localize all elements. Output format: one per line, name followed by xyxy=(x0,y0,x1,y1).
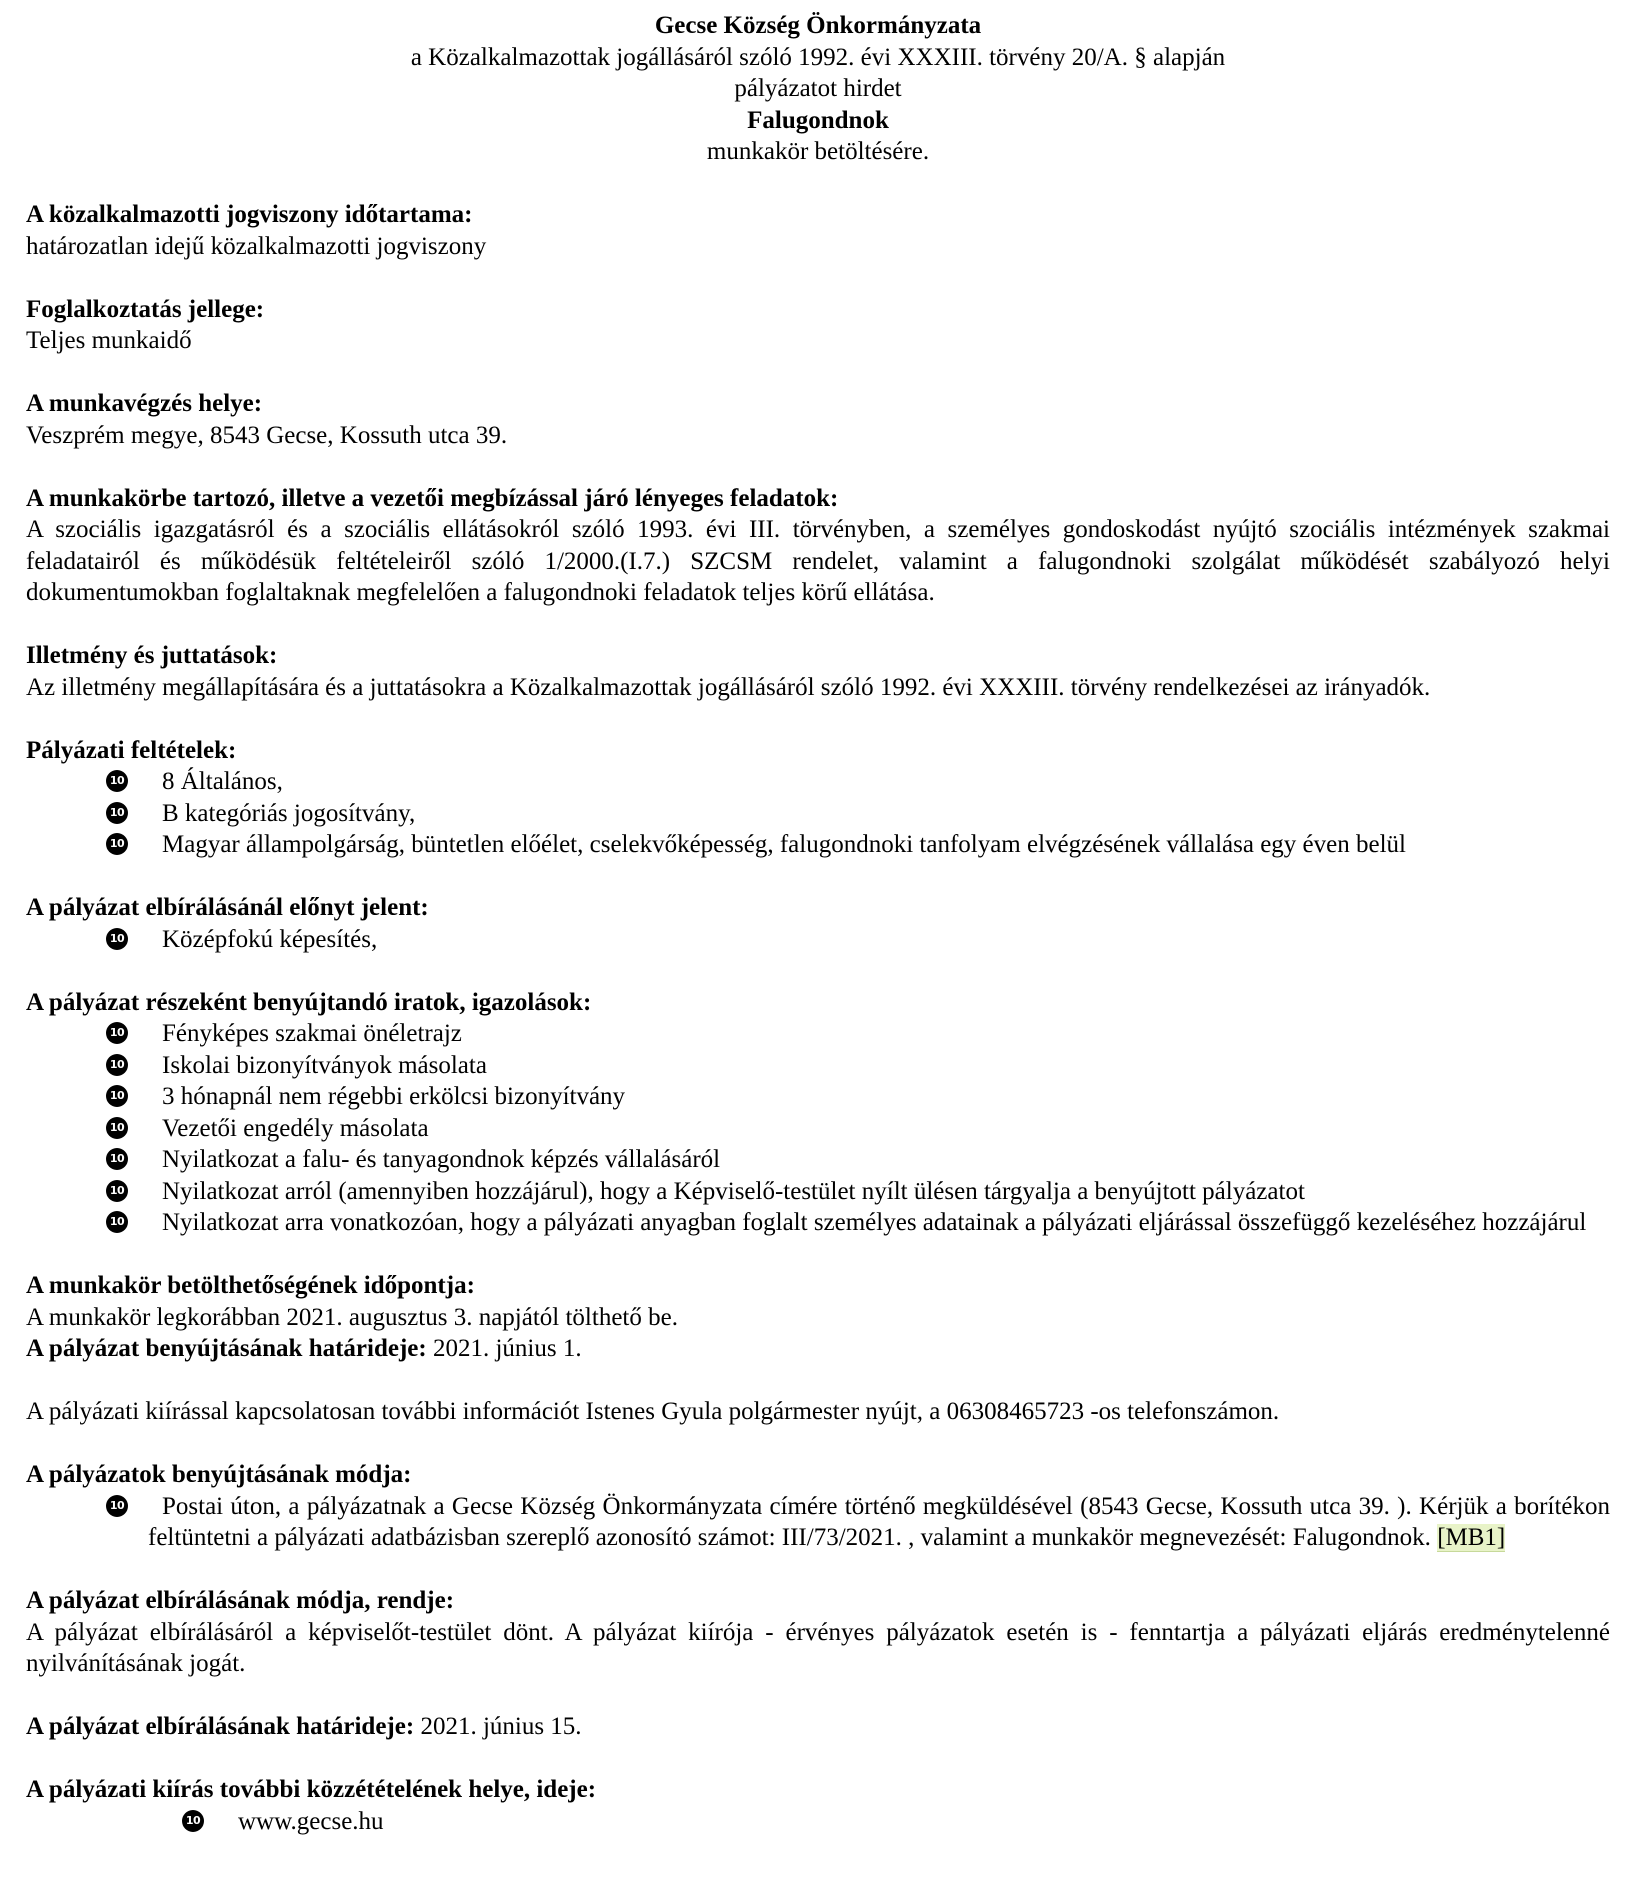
publication-list xyxy=(26,1806,1610,1838)
section-title: A pályázati kiírás további közzétételének helye, ideje: xyxy=(26,1776,597,1803)
section-title: Foglalkoztatás jellege: xyxy=(26,295,265,323)
section-salary xyxy=(26,640,1610,703)
list-item: 10 Középfokú képesítés, xyxy=(26,924,1610,956)
section-text: A szociális igazgatásról és a szociális ellátásokról szóló 1993. évi III. törvényben, a személyes gondoskodást nyújtó szociális intézmények szakmai feladatairól és működésük feltételeiről szóló 1/2000.(I.7.) SZCSM rendelet, valamint a falugondnoki szolgálat működését szabályozó helyi dokumentumokban foglaltaknak megfelelően a falugondnoki feladatok teljes körű ellátása. xyxy=(26,516,1610,606)
section-location xyxy=(26,388,1610,451)
numbered-bullet-icon: 10 xyxy=(106,928,128,950)
section-title: Illetmény és juttatások: xyxy=(26,642,278,669)
numbered-bullet-icon: 10 xyxy=(106,1117,128,1139)
list-item: 10 Nyilatkozat a falu- és tanyagondnok képzés vállalásáról xyxy=(26,1144,1610,1176)
section-text: határozatlan idejű közalkalmazotti jogviszony xyxy=(26,232,487,260)
section-start xyxy=(26,1270,1610,1365)
comment-marker[interactable]: [MB1] xyxy=(1437,1524,1506,1551)
section-title: Pályázati feltételek: xyxy=(26,736,237,764)
section-publication xyxy=(26,1774,1610,1837)
section-text: A pályázati kiírással kapcsolatosan további információt Istenes Gyula polgármester nyújt, a 06308465723 -os telefonszámon. xyxy=(26,1398,1280,1425)
documents-list xyxy=(26,1018,1610,1239)
numbered-bullet-icon: 10 xyxy=(106,1495,128,1517)
section-conditions xyxy=(26,735,1610,861)
announcement: pályázatot hirdet xyxy=(734,75,902,102)
section-advantage xyxy=(26,892,1610,955)
list-item: 10 8 Általános, xyxy=(26,766,1610,798)
section-title: A munkavégzés helye: xyxy=(26,390,263,417)
numbered-bullet-icon: 10 xyxy=(106,802,128,824)
list-item: 10 Nyilatkozat arról (amennyiben hozzájárul), hogy a Képviselő-testület nyílt ülésen tárgyalja a benyújtott pályázatot xyxy=(26,1176,1610,1208)
position-title: Falugondnok xyxy=(747,106,889,134)
section-title: A munkakör betölthetőségének időpontja: xyxy=(26,1272,475,1299)
numbered-bullet-icon: 10 xyxy=(106,1054,128,1076)
numbered-bullet-icon: 10 xyxy=(106,1085,128,1107)
list-item: 10 www.gecse.hu xyxy=(26,1806,1610,1838)
section-text: Teljes munkaidő xyxy=(26,327,192,354)
list-item: 10 B kategóriás jogosítvány, xyxy=(26,798,1610,830)
conditions-list xyxy=(26,766,1610,861)
numbered-bullet-icon: 10 xyxy=(182,1810,204,1832)
list-item: 10 Magyar állampolgárság, büntetlen előélet, cselekvőképesség, falugondnoki tanfolyam elvégzésének vállalása egy éven belül xyxy=(26,829,1610,861)
section-text: A pályázat elbírálásáról a képviselőt-testület dönt. A pályázat kiírója - érvényes pályázatok esetén is - fenntartja a pályázati eljárás eredménytelenné nyilvánításának jogát. xyxy=(26,1618,1610,1677)
section-evaluation xyxy=(26,1585,1610,1680)
section-text: Az illetmény megállapítására és a juttatásokra a Közalkalmazottak jogállásáról szóló 1992. évi XXXIII. törvény rendelkezései az irányadók. xyxy=(26,673,1431,701)
section-title: A pályázat elbírálásánál előnyt jelent: xyxy=(26,894,429,921)
section-submission xyxy=(26,1459,1610,1554)
section-title: A közalkalmazotti jogviszony időtartama: xyxy=(26,201,473,228)
section-text: Veszprém megye, 8543 Gecse, Kossuth utca 39. xyxy=(26,421,508,449)
law-reference: a Közalkalmazottak jogállásáról szóló 1992. évi XXXIII. törvény 20/A. § alapján xyxy=(410,43,1226,71)
section-title: A pályázatok benyújtásának módja: xyxy=(26,1461,412,1488)
purpose-line: munkakör betöltésére. xyxy=(706,138,930,165)
section-documents xyxy=(26,987,1610,1239)
numbered-bullet-icon: 10 xyxy=(106,1180,128,1202)
list-item: 10 Postai úton, a pályázatnak a Gecse Község Önkormányzata címére történő megküldésével (8543 Gecse, Kossuth utca 39. ). Kérjük a borítékon feltüntetni a pályázati adatbázisban szereplő azonosító számot: III/73/2021. , valamint a munkakör megnevezését: Falugondnok. [MB1] xyxy=(26,1491,1610,1554)
numbered-bullet-icon: 10 xyxy=(106,1022,128,1044)
org-name: Gecse Község Önkormányzata xyxy=(654,12,982,39)
numbered-bullet-icon: 10 xyxy=(106,770,128,792)
evaluation-deadline: A pályázat elbírálásának határideje: 2021. június 15. xyxy=(26,1713,582,1740)
list-item: 10 Iskolai bizonyítványok másolata xyxy=(26,1050,1610,1082)
numbered-bullet-icon: 10 xyxy=(106,833,128,855)
numbered-bullet-icon: 10 xyxy=(106,1148,128,1170)
advantage-list xyxy=(26,924,1610,956)
list-item: 10 Nyilatkozat arra vonatkozóan, hogy a pályázati anyagban foglalt személyes adatainak a pályázati eljárással összefüggő kezeléséhez hozzájárul xyxy=(26,1207,1610,1239)
list-item: 10 3 hónapnál nem régebbi erkölcsi bizonyítvány xyxy=(26,1081,1610,1113)
section-title: A pályázat elbírálásának módja, rendje: xyxy=(26,1587,455,1614)
list-item: 10 Vezetői engedély másolata xyxy=(26,1113,1610,1145)
section-duties xyxy=(26,483,1610,609)
section-employment xyxy=(26,294,1610,357)
submission-list xyxy=(26,1491,1610,1554)
submission-deadline: A pályázat benyújtásának határideje: 2021. június 1. xyxy=(26,1335,582,1362)
section-eval-deadline xyxy=(26,1711,1610,1743)
document-header xyxy=(26,10,1610,168)
section-text: A munkakör legkorábban 2021. augusztus 3. napjától tölthető be. xyxy=(26,1303,678,1331)
section-info xyxy=(26,1396,1610,1428)
section-duration xyxy=(26,199,1610,262)
document-page xyxy=(26,10,1610,1837)
numbered-bullet-icon: 10 xyxy=(106,1211,128,1233)
section-title: A pályázat részeként benyújtandó iratok, igazolások: xyxy=(26,988,592,1016)
section-title: A munkakörbe tartozó, illetve a vezetői megbízással járó lényeges feladatok: xyxy=(26,484,839,512)
list-item: 10 Fényképes szakmai önéletrajz xyxy=(26,1018,1610,1050)
